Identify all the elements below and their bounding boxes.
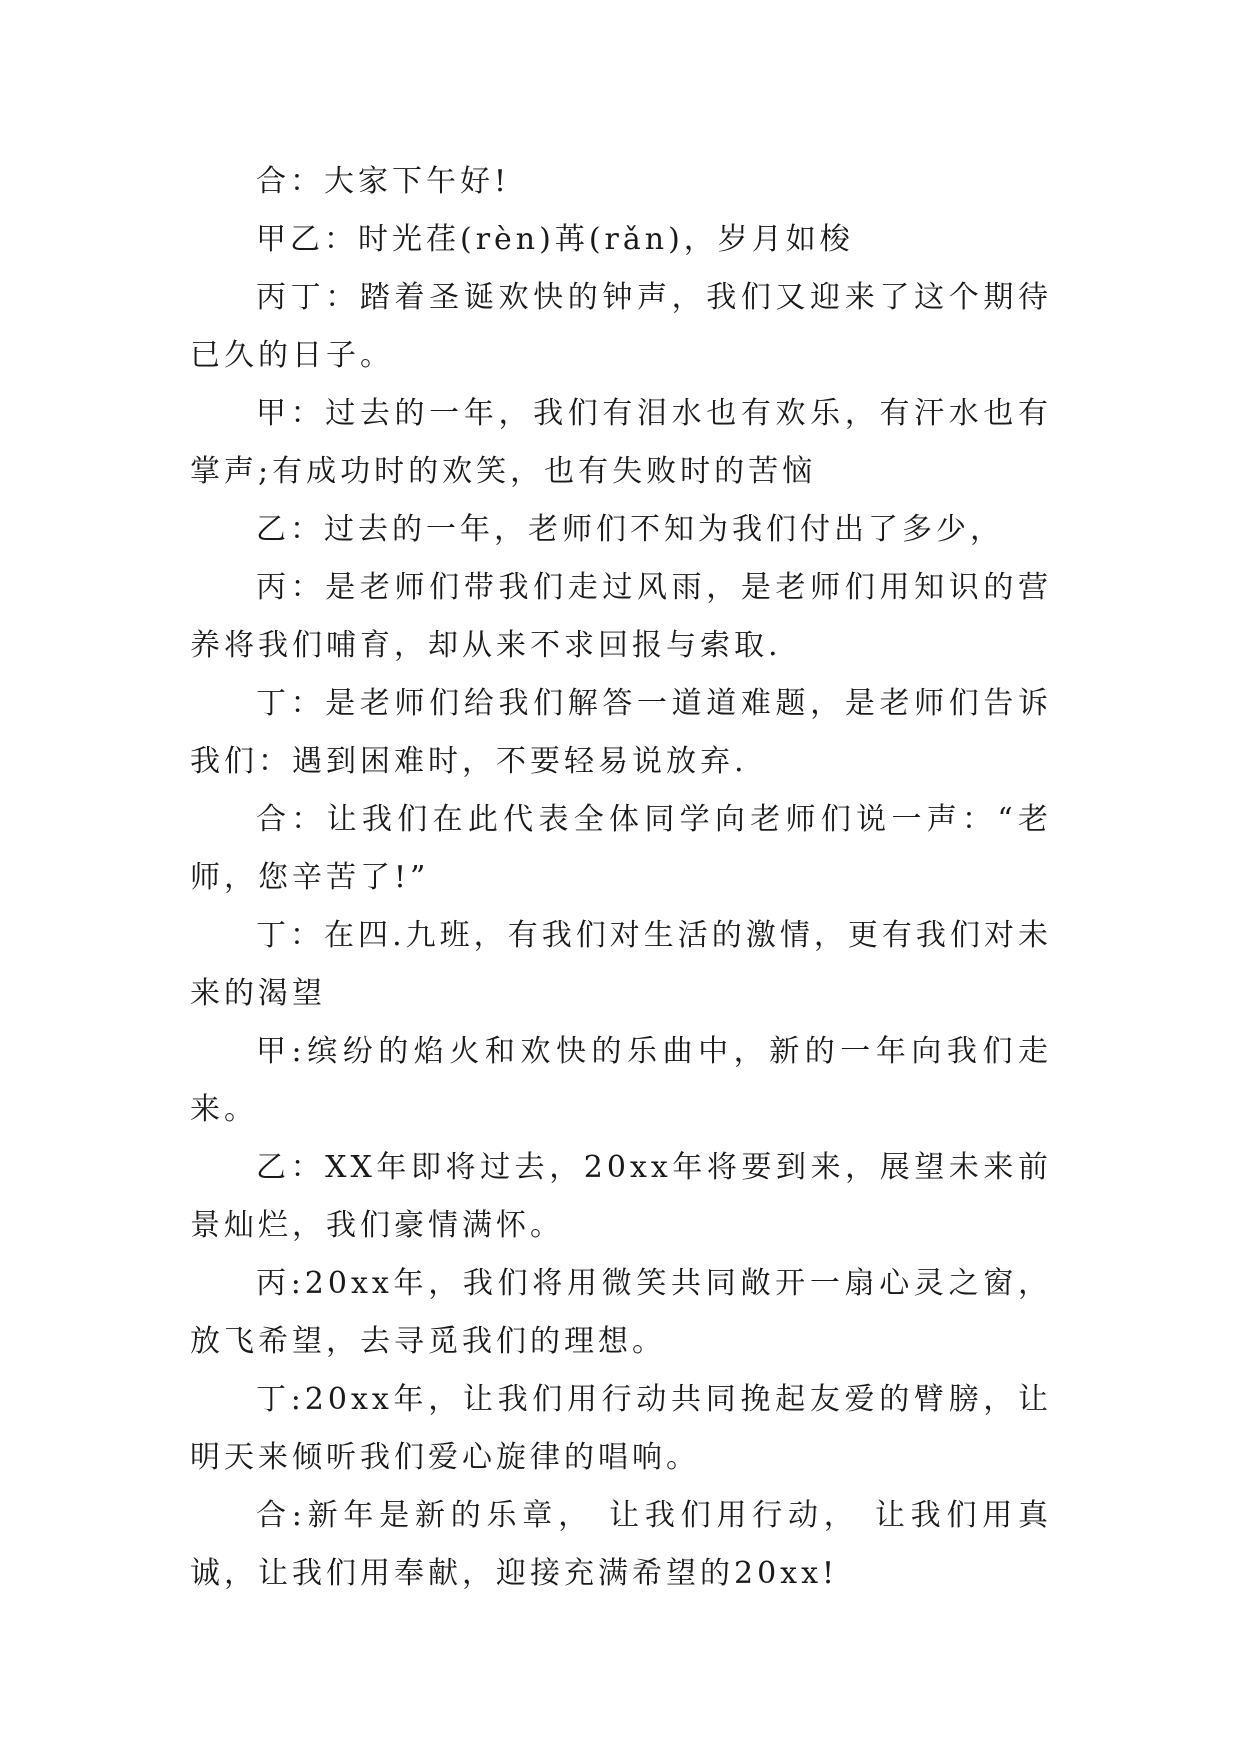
paragraph-5: 乙：过去的一年，老师们不知为我们付出了多少， xyxy=(256,512,1004,547)
paragraph-12: 丙:20xx年，我们将用微笑共同敞开一扇心灵之窗，放飞希望，去寻觅我们的理想。 xyxy=(190,1266,1052,1359)
paragraph-13: 丁:20xx年，让我们用行动共同挽起友爱的臂膀，让明天来倾听我们爱心旋律的唱响。 xyxy=(190,1382,1052,1475)
paragraph-6: 丙：是老师们带我们走过风雨，是老师们用知识的营养将我们哺育，却从来不求回报与索取. xyxy=(190,570,1052,663)
paragraph-1: 合：大家下午好! xyxy=(256,164,511,199)
paragraph-11: 乙：XX年即将过去，20xx年将要到来，展望未来前景灿烂，我们豪情满怀。 xyxy=(190,1150,1052,1243)
paragraph-4: 甲：过去的一年，我们有泪水也有欢乐，有汗水也有掌声;有成功时的欢笑，也有失败时的苦恼 xyxy=(190,396,1052,489)
paragraph-3: 丙丁：踏着圣诞欢快的钟声，我们又迎来了这个期待已久的日子。 xyxy=(190,280,1052,373)
paragraph-7: 丁：是老师们给我们解答一道道难题，是老师们告诉我们：遇到困难时，不要轻易说放弃. xyxy=(190,686,1052,779)
paragraph-14: 合:新年是新的乐章， 让我们用行动， 让我们用真诚，让我们用奉献，迎接充满希望的20xx! xyxy=(190,1498,1052,1591)
paragraph-9: 丁：在四.九班，有我们对生活的激情，更有我们对未来的渴望 xyxy=(190,918,1052,1011)
paragraph-8: 合：让我们在此代表全体同学向老师们说一声：“老师，您辛苦了!” xyxy=(190,802,1052,895)
paragraph-10: 甲:缤纷的焰火和欢快的乐曲中，新的一年向我们走来。 xyxy=(190,1034,1052,1127)
document-body xyxy=(190,153,1052,1603)
paragraph-2: 甲乙：时光荏(rèn)苒(rǎn)，岁月如梭 xyxy=(256,222,854,257)
